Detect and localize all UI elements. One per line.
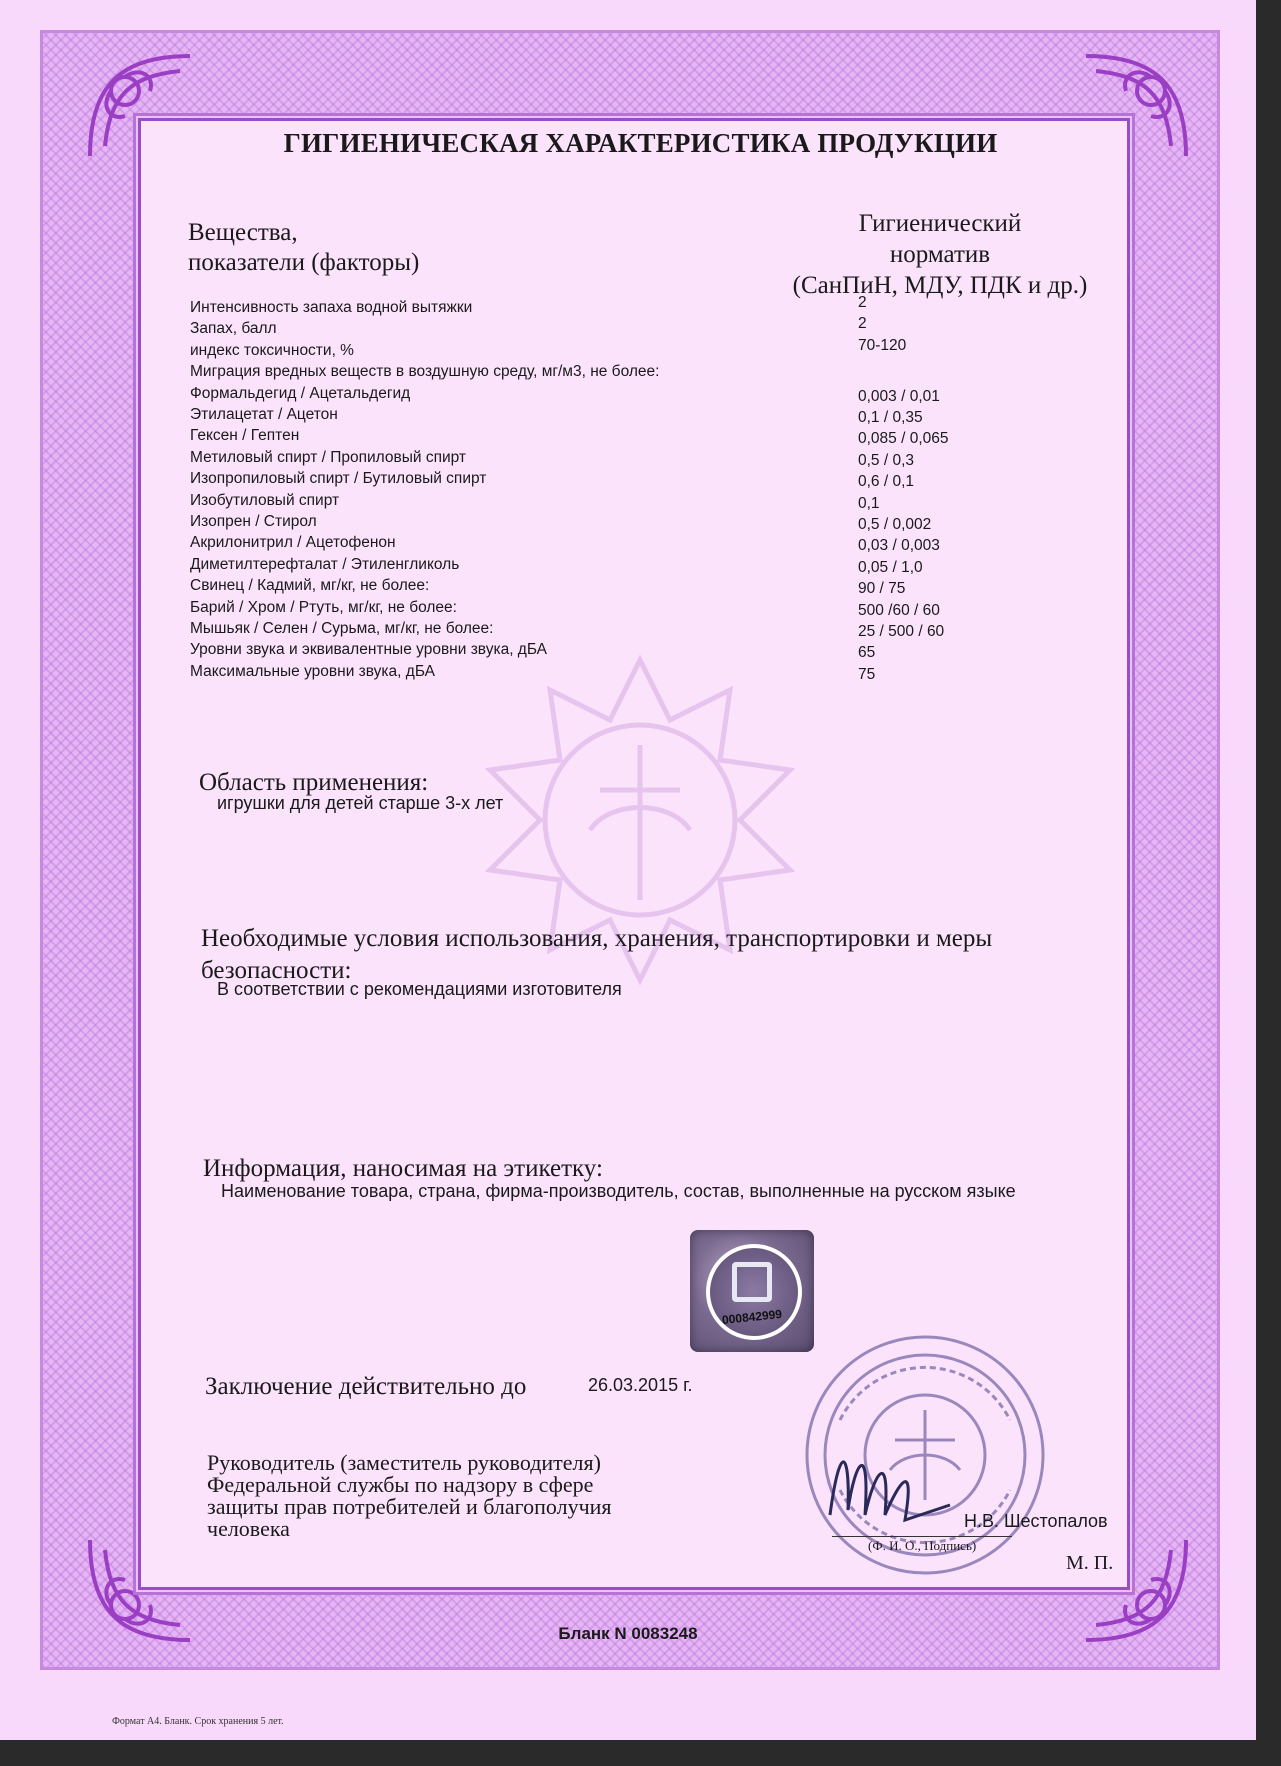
scope-text: игрушки для детей старше 3-х лет: [217, 793, 504, 813]
indicator-name: Гексен / Гептен: [190, 427, 300, 445]
indicator-name: Мышьяк / Селен / Сурьма, мг/кг, не более:: [190, 620, 494, 637]
indicator-value: 90 / 75: [858, 580, 906, 598]
indicator-value: 0,085 / 0,065: [858, 430, 949, 448]
hologram-logo-icon: [732, 1262, 772, 1302]
signature-line: [832, 1536, 1012, 1537]
signatory-line4: человека: [207, 1516, 290, 1541]
signature-icon: [820, 1420, 960, 1540]
indicator-value: 2: [858, 315, 867, 333]
indicator-name: индекс токсичности, %: [190, 341, 354, 359]
indicator-name: Акрилонитрил / Ацетофенон: [190, 534, 396, 552]
signatory-line1: Руководитель (заместитель руководителя): [207, 1450, 601, 1475]
indicator-name: Этилацетат / Ацетон: [190, 406, 338, 423]
indicator-value: 0,03 / 0,003: [858, 537, 940, 555]
indicator-name: Максимальные уровни звука, дБА: [190, 662, 435, 680]
indicator-name: Формальдегид / Ацетальдегид: [190, 384, 411, 402]
indicator-value: 0,1: [858, 494, 880, 512]
header-right-line2: норматив: [889, 241, 991, 268]
indicator-value: 75: [858, 665, 876, 683]
indicator-value: 65: [858, 644, 876, 662]
indicator-value: 0,6 / 0,1: [858, 473, 915, 491]
header-right-line1: Гигиенический: [858, 210, 1022, 237]
signatory-title: [207, 1452, 612, 1540]
indicator-value: 0,5 / 0,002: [858, 516, 932, 533]
indicator-value: 70-120: [858, 336, 907, 354]
indicator-name: Запах, балл: [190, 320, 277, 338]
header-left-line1: Вещества,: [188, 219, 298, 246]
document-title: ГИГИЕНИЧЕСКАЯ ХАРАКТЕРИСТИКА ПРОДУКЦИИ: [283, 128, 998, 158]
conditions-heading-line1: Необходимые условия использования, хранения, транспортировки и меры: [201, 925, 993, 952]
indicator-name: Изопропиловый спирт / Бутиловый спирт: [190, 470, 487, 488]
validity-label: Заключение действительно до: [205, 1373, 527, 1400]
indicator-name: Диметилтерефталат / Этиленгликоль: [190, 555, 460, 573]
indicator-name: Барий / Хром / Ртуть, мг/кг, не более:: [190, 598, 457, 616]
indicator-value: 0,1 / 0,35: [858, 409, 923, 426]
hologram-sticker: [690, 1230, 814, 1352]
indicator-value: 25 / 500 / 60: [858, 623, 945, 640]
indicator-name: Изобутиловый спирт: [190, 491, 340, 509]
indicator-name: Миграция вредных веществ в воздушную среду, мг/м3, не более:: [190, 363, 660, 381]
hologram-number: 000842999: [721, 1306, 783, 1328]
label-info-heading: Информация, наносимая на этикетку:: [203, 1155, 603, 1182]
indicator-value: 0,05 / 1,0: [858, 558, 923, 576]
signatory-line3: защиты прав потребителей и благополучия: [207, 1494, 612, 1519]
column-header-substances: [188, 218, 419, 278]
scope-heading: Область применения:: [199, 769, 429, 796]
signature-caption: (Ф. И. О., Подпись): [868, 1538, 977, 1553]
label-info-text: Наименование товара, страна, фирма-производитель, состав, выполненные на русском языке: [221, 1181, 1016, 1201]
indicator-value: 0,003 / 0,01: [858, 387, 940, 405]
column-header-norm: [760, 208, 1120, 301]
footnote: Формат А4. Бланк. Срок хранения 5 лет.: [112, 1716, 284, 1727]
header-right-line3: (СанПиН, МДУ, ПДК и др.): [792, 272, 1088, 299]
signatory-name: Н.В. Шестопалов: [964, 1511, 1108, 1531]
indicator-name: Изопрен / Стирол: [190, 513, 317, 530]
conditions-text: В соответствии с рекомендациями изготовителя: [217, 979, 622, 999]
blank-number: Бланк N 0083248: [558, 1624, 698, 1643]
indicator-name: Свинец / Кадмий, мг/кг, не более:: [190, 577, 430, 595]
signatory-line2: Федеральной службы по надзору в сфере: [207, 1472, 594, 1497]
indicator-name: Уровни звука и эквивалентные уровни звука, дБА: [190, 641, 548, 659]
indicator-value: 500 /60 / 60: [858, 601, 940, 619]
indicator-name: Метиловый спирт / Пропиловый спирт: [190, 448, 467, 466]
validity-date: 26.03.2015 г.: [588, 1375, 693, 1395]
indicator-value: 0,5 / 0,3: [858, 451, 915, 469]
conditions-heading-line2: безопасности:: [201, 957, 352, 984]
header-left-line2: показатели (факторы): [188, 249, 420, 276]
seal-mark: М. П.: [1066, 1552, 1114, 1574]
indicator-name: Интенсивность запаха водной вытяжки: [190, 299, 473, 316]
indicator-value: 2: [858, 294, 867, 311]
